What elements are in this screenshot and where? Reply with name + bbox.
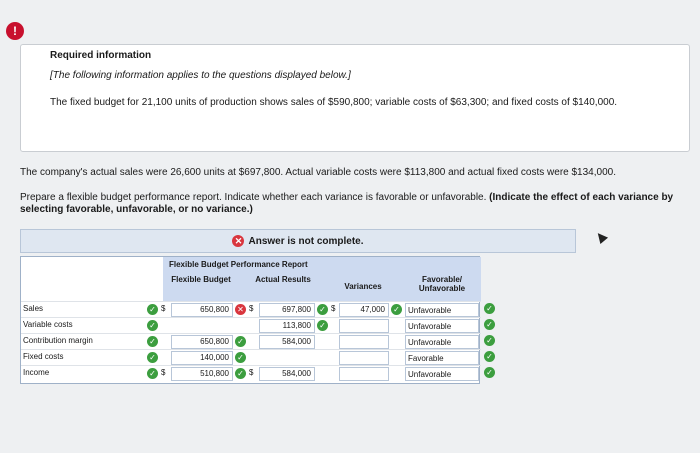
- variance-input[interactable]: [339, 367, 389, 381]
- dollar-sign: $: [161, 304, 166, 313]
- favorable-select[interactable]: Favorable: [405, 351, 479, 365]
- variance-input[interactable]: [339, 351, 389, 365]
- favorable-select[interactable]: Unfavorable: [405, 319, 479, 333]
- table-row: [21, 365, 481, 381]
- variance-input[interactable]: 47,000: [339, 303, 389, 317]
- flexible-budget-input[interactable]: 650,800: [171, 303, 233, 317]
- check-circle-icon: ✓: [147, 320, 158, 331]
- check-circle-icon: ✓: [391, 304, 402, 315]
- check-circle-icon: ✓: [147, 304, 158, 315]
- required-info-note: [The following information applies to the questions displayed below.]: [50, 70, 351, 81]
- check-circle-icon: ✓: [484, 319, 495, 330]
- x-circle-icon: ✕: [235, 304, 246, 315]
- answer-status-text: Answer is not complete.: [248, 235, 364, 247]
- actual-results-input[interactable]: 113,800: [259, 319, 315, 333]
- alert-icon: !: [6, 22, 24, 40]
- favorable-select[interactable]: Unfavorable: [405, 303, 479, 317]
- instruction-bold: (Indicate the effect of each variance by selecting favorable, unfavorable, or no variance.): [20, 192, 674, 215]
- row-label: Income: [23, 368, 50, 377]
- variance-input[interactable]: [339, 319, 389, 333]
- check-circle-icon: ✓: [235, 368, 246, 379]
- check-circle-icon: ✓: [317, 320, 328, 331]
- instruction: [20, 192, 690, 216]
- flexible-budget-input[interactable]: 140,000: [171, 351, 233, 365]
- table-row: [21, 317, 481, 333]
- mouse-cursor-icon: [594, 230, 608, 244]
- col-header-actual: Actual Results: [255, 275, 311, 284]
- check-circle-icon: ✓: [317, 304, 328, 315]
- actual-results-input[interactable]: 584,000: [259, 335, 315, 349]
- row-label: Sales: [23, 304, 44, 313]
- x-circle-icon: ✕: [232, 235, 244, 247]
- row-label: Variable costs: [23, 320, 73, 329]
- flexible-budget-input[interactable]: 510,800: [171, 367, 233, 381]
- check-circle-icon: ✓: [484, 367, 495, 378]
- required-info-title: Required information: [50, 50, 152, 61]
- col-header-variances: Variances: [344, 282, 382, 291]
- variance-input[interactable]: [339, 335, 389, 349]
- report-title: Flexible Budget Performance Report: [169, 260, 308, 269]
- dollar-sign: $: [249, 368, 254, 377]
- instruction-text: Prepare a flexible budget performance report. Indicate whether each variance is favorable or unfavorable.: [20, 192, 490, 203]
- required-info-body: The fixed budget for 21,100 units of production shows sales of $590,800; variable costs of $63,300; and fixed costs of $140,000.: [50, 97, 618, 108]
- dollar-sign: $: [331, 304, 336, 313]
- check-circle-icon: ✓: [235, 336, 246, 347]
- favorable-select[interactable]: Unfavorable: [405, 335, 479, 349]
- check-circle-icon: ✓: [147, 352, 158, 363]
- col-header-favorable: Favorable/ Unfavorable: [418, 275, 466, 293]
- table-row: [21, 333, 481, 349]
- check-circle-icon: ✓: [147, 368, 158, 379]
- check-circle-icon: ✓: [484, 335, 495, 346]
- dollar-sign: $: [161, 368, 166, 377]
- performance-report: [20, 256, 480, 384]
- table-row: [21, 301, 481, 317]
- answer-status-bar: [20, 229, 576, 253]
- actual-results-input[interactable]: 584,000: [259, 367, 315, 381]
- dollar-sign: $: [249, 304, 254, 313]
- problem-text: The company's actual sales were 26,600 units at $697,800. Actual variable costs were $113,800 and actual fixed costs were $134,000.: [20, 167, 616, 178]
- row-label: Fixed costs: [23, 352, 64, 361]
- row-label: Contribution margin: [23, 336, 93, 345]
- favorable-select[interactable]: Unfavorable: [405, 367, 479, 381]
- table-row: [21, 349, 481, 365]
- check-circle-icon: ✓: [147, 336, 158, 347]
- actual-results-input[interactable]: 697,800: [259, 303, 315, 317]
- col-header-flexible: Flexible Budget: [171, 275, 231, 284]
- check-circle-icon: ✓: [484, 351, 495, 362]
- check-circle-icon: ✓: [484, 303, 495, 314]
- flexible-budget-input[interactable]: 650,800: [171, 335, 233, 349]
- check-circle-icon: ✓: [235, 352, 246, 363]
